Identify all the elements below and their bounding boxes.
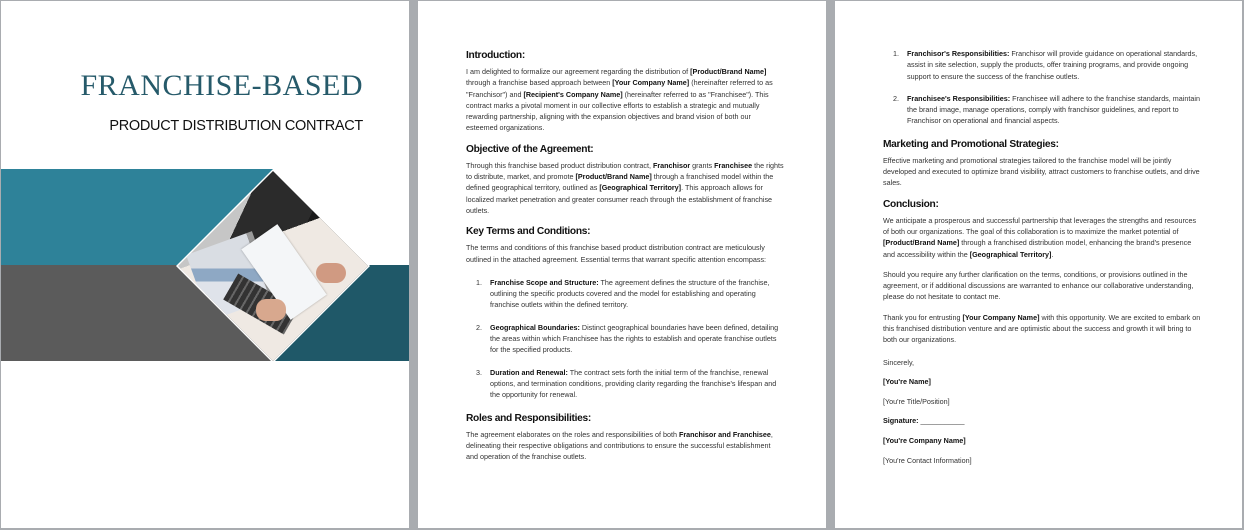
list-item: 3. Duration and Renewal: The contract sets forth the initial term of the franchise, renewal options, and termination conditions, providing clarity regarding the franchise's lifespan and the opportunity for renewal. <box>476 367 777 400</box>
signature-block <box>883 357 1204 466</box>
signer-title: [You're Title/Position] <box>883 396 950 406</box>
document-page-2 <box>418 1 826 528</box>
key-terms-section <box>466 225 784 400</box>
key-terms-list <box>466 277 784 401</box>
conclusion-section <box>883 198 1204 346</box>
responsibilities-list <box>883 48 1204 127</box>
section-heading: Roles and Responsibilities: <box>466 412 591 424</box>
section-heading: Introduction: <box>466 50 525 61</box>
list-item: 2. Franchisee's Responsibilities: Franchisee will adhere to the franchise standards, maintain the brand image, manage operations, comply with franchisor guidelines, and report to Franchisor on operational and financial aspects. <box>893 93 1200 126</box>
section-heading: Objective of the Agreement: <box>466 143 594 155</box>
conclusion-paragraph-1: We anticipate a prosperous and successful partnership that leverages the strengths and resources of both our organizations. The goal of this collaboration is to maximize the market potential of [Product/Brand Name] through a franchised distribution model, enhancing the brand's presence and accessibility within the [Geographical Territory]. <box>883 215 1197 259</box>
list-item: 2. Geographical Boundaries: Distinct geographical boundaries have been defined, detailing the areas within which Franchisee has the rights to establish and operate franchise outlets for the specified products. <box>476 322 779 355</box>
key-terms-intro: The terms and conditions of this franchise based product distribution contract are meticulously outlined in the attached agreement. Essential terms that warrant specific attention encompass: <box>466 243 767 264</box>
objective-paragraph: Through this franchise based product distribution contract, Franchisor grants Franchisee the rights to distribute, market, and promote [Product/Brand Name] through a franchised model within the defined geographical territory, outlined as [Geographical Territory]. This approach allows for localized market penetration and greater consumer reach through the establishment of franchise outlets. <box>466 160 784 215</box>
cover-title: FRANCHISE-BASED <box>80 69 363 102</box>
section-heading: Marketing and Promotional Strategies: <box>883 138 1059 150</box>
hand-shape <box>316 263 346 283</box>
page3-content <box>883 48 1204 474</box>
roles-section <box>466 412 784 463</box>
list-item: 1. Franchisor's Responsibilities: Franchisor will provide guidance on operational standards, assist in site selection, supply the products, offer training programs, and provide ongoing support to ensure the success of the franchise outlets. <box>893 49 1198 81</box>
roles-paragraph: The agreement elaborates on the roles and responsibilities of both Franchisor and Franchisee, delineating their respective obligations and contributions to ensure the successful establishment and operation of the franchise outlets. <box>466 429 773 462</box>
cover-subtitle: PRODUCT DISTRIBUTION CONTRACT <box>109 118 363 134</box>
signer-contact: [You're Contact Information] <box>883 455 972 465</box>
cover-page <box>1 1 409 528</box>
marketing-section <box>883 138 1204 189</box>
signer-name: [You're Name] <box>883 377 931 387</box>
objective-section <box>466 143 784 216</box>
document-page-3 <box>835 1 1242 528</box>
section-heading: Conclusion: <box>883 198 939 210</box>
closing-text: Sincerely, <box>883 357 915 367</box>
marketing-paragraph: Effective marketing and promotional strategies tailored to the franchise model will be jointly developed and executed to optimize brand visibility, attract customers to franchise outlets, and drive sales. <box>883 155 1200 188</box>
list-item: 1. Franchise Scope and Structure: The agreement defines the structure of the franchise, outlining the specific products covered and the model for establishing and operating franchise outlets within the defined territory. <box>476 277 770 310</box>
page2-content <box>466 49 784 471</box>
section-heading: Key Terms and Conditions: <box>466 226 591 238</box>
signer-company: [You're Company Name] <box>883 436 966 446</box>
hand-shape <box>256 299 286 321</box>
conclusion-paragraph-3: Thank you for entrusting [Your Company Name] with this opportunity. We are excited to embark on this franchised distribution venture and are optimistic about the success and growth it will bring to both our organizations. <box>883 312 1201 345</box>
introduction-paragraph: I am delighted to formalize our agreement regarding the distribution of [Product/Brand Name] through a franchise based approach between [Your Company Name] (hereinafter referred to as "Franchisor") and [Recipient's Company Name] (hereinafter referred to as "Franchisee"). This contract marks a pivotal moment in our collective efforts to establish a strategic and mutually rewarding partnership, aligning with the expansion objectives and brand vision of both our esteemed organizations. <box>466 67 773 133</box>
introduction-section <box>466 49 784 134</box>
signature-line: Signature: ___________ <box>883 416 965 426</box>
conclusion-paragraph-2: Should you require any further clarification on the terms, conditions, or provisions outlined in the agreement, or if additional discussions are warranted to enhance our collaborative understanding, please do not hesitate to contact me. <box>883 269 1194 302</box>
